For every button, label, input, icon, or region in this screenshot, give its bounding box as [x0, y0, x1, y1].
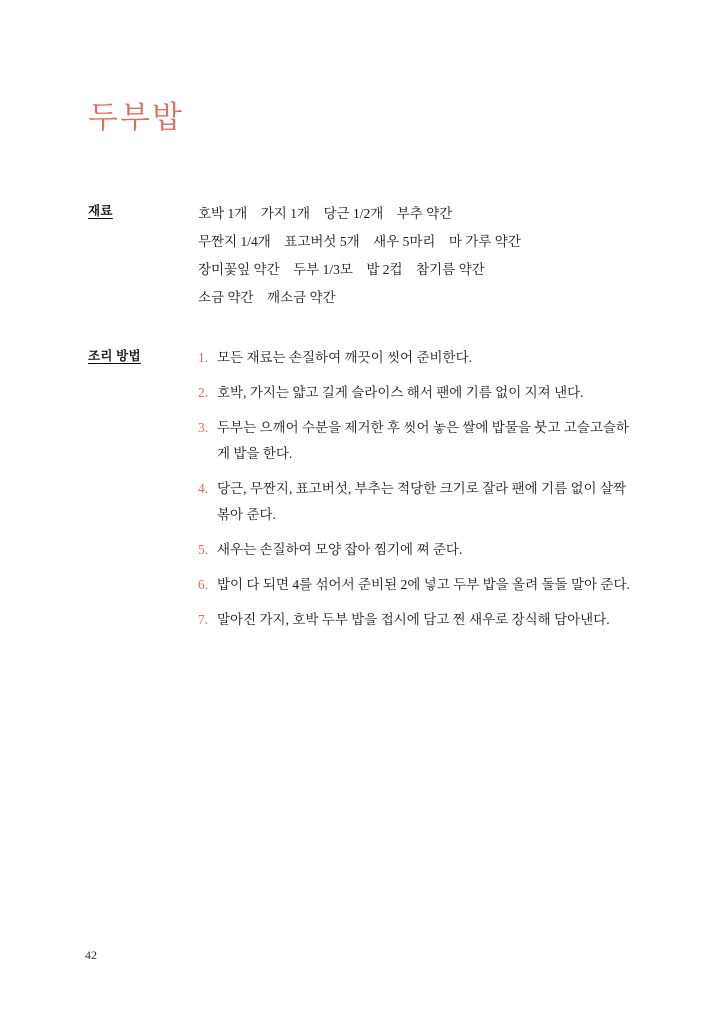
ingredient-line: 장미꽃잎 약간 두부 1/3모 밥 2컵 참기름 약간	[198, 262, 485, 277]
method-steps	[198, 345, 633, 642]
page-title: 두부밥	[88, 100, 184, 135]
step-item: 두부는 으깨어 수분을 제거한 후 씻어 놓은 쌀에 밥물을 붓고 고슬고슬하게 밥을 한다.	[217, 420, 629, 461]
ingredient-line: 호박 1개 가지 1개 당근 1/2개 부추 약간	[198, 206, 453, 221]
step-item: 모든 재료는 손질하여 깨끗이 씻어 준비한다.	[217, 350, 472, 365]
step-item: 밥이 다 되면 4를 섞어서 준비된 2에 넣고 두부 밥을 올려 돌돌 말아 준다.	[217, 577, 630, 592]
method-label: 조리 방법	[88, 349, 141, 363]
step-item: 말아진 가지, 호박 두부 밥을 접시에 담고 찐 새우로 장식해 담아낸다.	[217, 612, 610, 627]
ingredient-line: 소금 약간 깨소금 약간	[198, 290, 336, 305]
ingredients-label: 재료	[88, 204, 113, 218]
method-section	[88, 345, 633, 642]
steps-list	[198, 345, 633, 633]
ingredients-list	[198, 200, 633, 312]
step-item: 새우는 손질하여 모양 잡아 찜기에 쪄 준다.	[217, 542, 463, 557]
step-item: 당근, 무짠지, 표고버섯, 부추는 적당한 크기로 잘라 팬에 기름 없이 살짝 볶아 준다.	[217, 481, 627, 522]
ingredients-section	[88, 200, 633, 312]
page-number: 42	[85, 948, 97, 962]
step-item: 호박, 가지는 얇고 길게 슬라이스 해서 팬에 기름 없이 지져 낸다.	[217, 385, 584, 400]
ingredient-line: 무짠지 1/4개 표고버섯 5개 새우 5마리 마 가루 약간	[198, 234, 521, 249]
